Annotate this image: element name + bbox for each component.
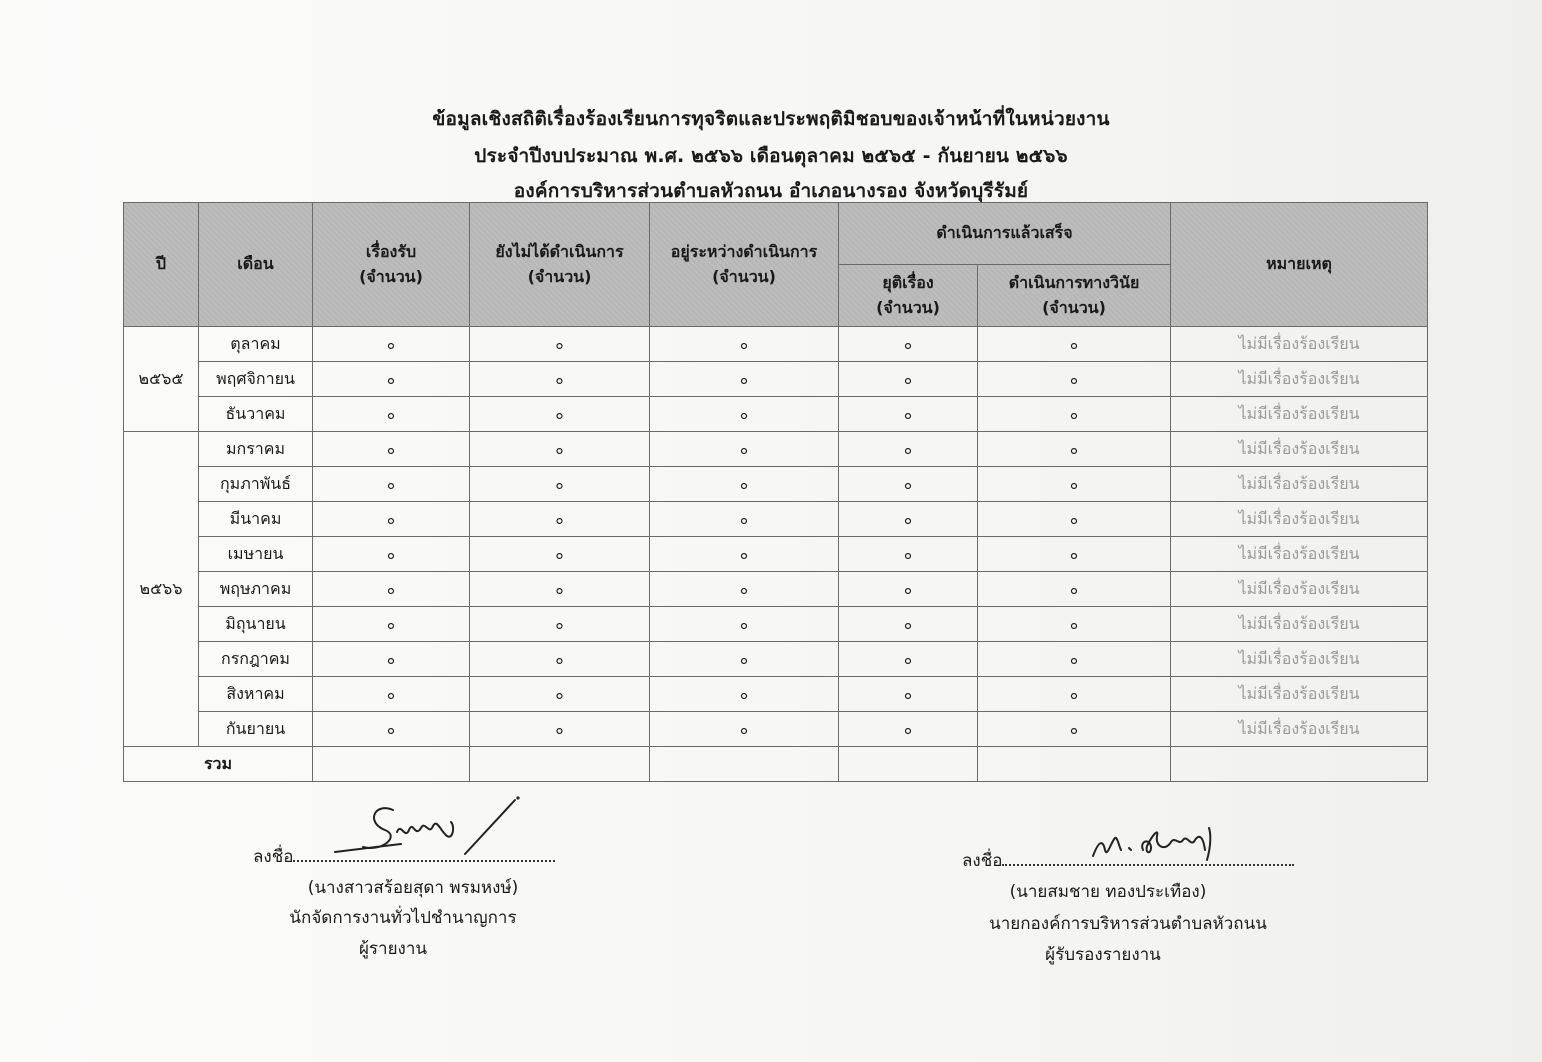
header-received-label: เรื่องรับ (365, 241, 417, 261)
count-cell: ๐ (650, 467, 839, 502)
month-cell: ธันวาคม (199, 397, 313, 432)
count-cell: ๐ (839, 572, 978, 607)
month-cell: มีนาคม (199, 502, 313, 537)
count-cell: ๐ (978, 467, 1171, 502)
count-cell: ๐ (470, 397, 650, 432)
header-disciplinary (978, 265, 1171, 327)
header-in-progress-label: อยู่ระหว่างดำเนินการ (670, 241, 818, 261)
count-cell: ๐ (978, 327, 1171, 362)
count-cell: ๐ (470, 432, 650, 467)
header-terminated (839, 265, 978, 327)
header-in-progress-unit: (จำนวน) (712, 266, 776, 286)
table-row (124, 467, 1428, 502)
remark-cell: ไม่มีเรื่องร้องเรียน (1171, 712, 1428, 747)
count-cell: ๐ (839, 502, 978, 537)
remark-cell: ไม่มีเรื่องร้องเรียน (1171, 607, 1428, 642)
remark-cell: ไม่มีเรื่องร้องเรียน (1171, 502, 1428, 537)
right-signer-name: (นายสมชาย ทองประเทือง) (1009, 882, 1207, 902)
count-cell: ๐ (313, 502, 470, 537)
header-terminated-label: ยุติเรื่อง (882, 272, 934, 292)
count-cell: ๐ (313, 572, 470, 607)
count-cell: ๐ (978, 537, 1171, 572)
table-row (124, 502, 1428, 537)
table-body (124, 327, 1428, 782)
table-row (124, 537, 1428, 572)
count-cell: ๐ (313, 712, 470, 747)
table-row (124, 397, 1428, 432)
remark-cell: ไม่มีเรื่องร้องเรียน (1171, 537, 1428, 572)
count-cell: ๐ (978, 677, 1171, 712)
count-cell: ๐ (650, 537, 839, 572)
month-cell: มกราคม (199, 432, 313, 467)
count-cell: ๐ (650, 362, 839, 397)
table-row (124, 607, 1428, 642)
count-cell: ๐ (839, 432, 978, 467)
header-terminated-unit: (จำนวน) (876, 297, 940, 317)
count-cell: ๐ (650, 327, 839, 362)
header-disciplinary-unit: (จำนวน) (1042, 297, 1106, 317)
count-cell: ๐ (470, 642, 650, 677)
month-cell: สิงหาคม (199, 677, 313, 712)
count-cell: ๐ (470, 362, 650, 397)
table-row (124, 327, 1428, 362)
count-cell: ๐ (978, 362, 1171, 397)
month-cell: ตุลาคม (199, 327, 313, 362)
right-signature-image (1085, 820, 1235, 870)
count-cell: ๐ (470, 327, 650, 362)
remark-cell: ไม่มีเรื่องร้องเรียน (1171, 467, 1428, 502)
header-completed: ดำเนินการแล้วเสร็จ (839, 203, 1171, 265)
count-cell: ๐ (978, 432, 1171, 467)
header-remark: หมายเหตุ (1171, 203, 1428, 327)
count-cell: ๐ (313, 397, 470, 432)
count-cell: ๐ (839, 327, 978, 362)
table-row (124, 677, 1428, 712)
header-not-started-unit: (จำนวน) (527, 266, 592, 286)
count-cell: ๐ (470, 537, 650, 572)
complaint-statistics-table (123, 202, 1428, 782)
remark-cell: ไม่มีเรื่องร้องเรียน (1171, 432, 1428, 467)
count-cell: ๐ (978, 607, 1171, 642)
month-cell: กุมภาพันธ์ (199, 467, 313, 502)
count-cell: ๐ (313, 327, 470, 362)
header-year: ปี (124, 203, 199, 327)
table-row (124, 432, 1428, 467)
count-cell: ๐ (650, 712, 839, 747)
right-signer-position: นายกองค์การบริหารส่วนตำบลหัวถนน (989, 914, 1267, 934)
table-row (124, 362, 1428, 397)
count-cell: ๐ (839, 362, 978, 397)
count-cell: ๐ (470, 502, 650, 537)
count-cell: ๐ (313, 642, 470, 677)
year-cell-2565: ๒๕๖๕ (124, 327, 199, 432)
right-sign-prefix: ลงชื่อ (962, 851, 1003, 871)
remark-cell: ไม่มีเรื่องร้องเรียน (1171, 572, 1428, 607)
total-cell (470, 747, 650, 782)
month-cell: มิถุนายน (199, 607, 313, 642)
count-cell: ๐ (650, 642, 839, 677)
count-cell: ๐ (978, 397, 1171, 432)
count-cell: ๐ (978, 712, 1171, 747)
month-cell: กันยายน (199, 712, 313, 747)
remark-cell: ไม่มีเรื่องร้องเรียน (1171, 397, 1428, 432)
count-cell: ๐ (313, 362, 470, 397)
table-row (124, 712, 1428, 747)
total-row (124, 747, 1428, 782)
count-cell: ๐ (839, 677, 978, 712)
right-signer-role: ผู้รับรองรายงาน (1045, 945, 1161, 965)
count-cell: ๐ (650, 397, 839, 432)
header-received (313, 203, 470, 327)
count-cell: ๐ (313, 607, 470, 642)
document-title: ข้อมูลเชิงสถิติเรื่องร้องเรียนการทุจริตและประพฤติมิชอบของเจ้าหน้าที่ในหน่วยงาน (432, 108, 1110, 130)
count-cell: ๐ (313, 537, 470, 572)
header-disciplinary-label: ดำเนินการทางวินัย (1008, 272, 1140, 292)
left-signature-image (305, 792, 535, 862)
count-cell: ๐ (839, 642, 978, 677)
month-cell: พฤศจิกายน (199, 362, 313, 397)
count-cell: ๐ (470, 572, 650, 607)
remark-cell: ไม่มีเรื่องร้องเรียน (1171, 642, 1428, 677)
header-month: เดือน (199, 203, 313, 327)
total-cell (978, 747, 1171, 782)
count-cell: ๐ (650, 607, 839, 642)
left-signer-name: (นางสาวสร้อยสุดา พรมหงษ์) (307, 878, 519, 898)
month-cell: กรกฎาคม (199, 642, 313, 677)
count-cell: ๐ (650, 502, 839, 537)
total-label: รวม (124, 747, 313, 782)
total-cell (650, 747, 839, 782)
count-cell: ๐ (470, 607, 650, 642)
count-cell: ๐ (313, 467, 470, 502)
count-cell: ๐ (839, 607, 978, 642)
left-signer-position: นักจัดการงานทั่วไปชำนาญการ (289, 908, 517, 928)
remark-cell: ไม่มีเรื่องร้องเรียน (1171, 327, 1428, 362)
count-cell: ๐ (978, 572, 1171, 607)
count-cell: ๐ (839, 537, 978, 572)
count-cell: ๐ (470, 467, 650, 502)
left-signer-role: ผู้รายงาน (358, 939, 428, 959)
remark-cell: ไม่มีเรื่องร้องเรียน (1171, 362, 1428, 397)
fiscal-year-subtitle: ประจำปีงบประมาณ พ.ศ. ๒๕๖๖ เดือนตุลาคม ๒๕๖๕ - กันยายน ๒๕๖๖ (474, 145, 1068, 167)
count-cell: ๐ (650, 432, 839, 467)
month-cell: เมษายน (199, 537, 313, 572)
count-cell: ๐ (313, 432, 470, 467)
total-cell (313, 747, 470, 782)
total-cell (1171, 747, 1428, 782)
total-cell (839, 747, 978, 782)
table-row (124, 572, 1428, 607)
table-row (124, 642, 1428, 677)
header-not-started (470, 203, 650, 327)
header-not-started-label: ยังไม่ได้ดำเนินการ (495, 241, 624, 261)
month-cell: พฤษภาคม (199, 572, 313, 607)
count-cell: ๐ (839, 397, 978, 432)
left-sign-prefix: ลงชื่อ (253, 847, 294, 867)
count-cell: ๐ (978, 502, 1171, 537)
count-cell: ๐ (650, 677, 839, 712)
count-cell: ๐ (839, 467, 978, 502)
count-cell: ๐ (839, 712, 978, 747)
header-received-unit: (จำนวน) (359, 266, 423, 286)
header-in-progress (650, 203, 839, 327)
count-cell: ๐ (650, 572, 839, 607)
year-cell-2566: ๒๕๖๖ (124, 432, 199, 747)
organization-subtitle: องค์การบริหารส่วนตำบลหัวถนน อำเภอนางรอง จังหวัดบุรีรัมย์ (513, 180, 1029, 202)
count-cell: ๐ (313, 677, 470, 712)
count-cell: ๐ (978, 642, 1171, 677)
remark-cell: ไม่มีเรื่องร้องเรียน (1171, 677, 1428, 712)
count-cell: ๐ (470, 712, 650, 747)
count-cell: ๐ (470, 677, 650, 712)
